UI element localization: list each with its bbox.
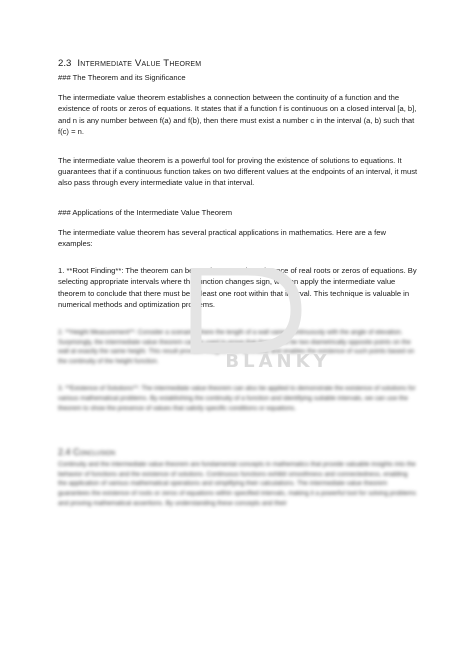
- paragraph-conclusion: Continuity and the intermediate value theorem are fundamental concepts in mathematics that provide valuable insights into the behavior of functions and the existence of solutions. Continuous functions exhibit smoothness and connectedness, enabling the application of various mathematical operations and simplifying their calculations. The intermediate value theorem guarantees the existence of roots or zeros of equations within specified intervals, making it a powerful tool for solving problems and proving mathematical assertions. By understanding these concepts and their: [58, 461, 417, 507]
- section-number: 2.3: [58, 58, 72, 69]
- paragraph-applications-intro: The intermediate value theorem has several practical applications in mathematics. Here are a few examples:: [58, 227, 386, 249]
- watermark-d-shape: [196, 270, 296, 348]
- paragraph-definition: The intermediate value theorem establishes a connection between the continuity of a function and the existence of roots or zeros of equations. It states that if a function f is continuous on a closed interval [a, b], and n is any number between f(a) and f(b), then there must exist a number c in the interval (a, b) such that f(c) = n.: [58, 93, 417, 136]
- conclusion-heading: 2.4 Conclusion: [58, 447, 116, 458]
- list-item-root-finding: 1. **Root Finding**: The theorem can be used to prove the existence of real roots or zeros of equations. By selecting appropriate intervals where the function changes sign, we can apply the intermediate value theorem to conclude that there must be at least one root within that interval. This technique is valuable in numerical methods and optimization problems.: [58, 266, 417, 309]
- list-item-existence-of-solutions: 3. **Existence of Solutions**: The intermediate value theorem can also be applied to demonstrate the existence of solutions for various mathematical problems. By establishing the continuity of a function and identifying suitable intervals, we can use the theorem to show the presence of values that satisfy specific conditions or equations.: [58, 385, 416, 412]
- watermark-logo: [178, 268, 378, 373]
- list-item-height-measurement: 2. **Height Measurement**: Consider a scenario where the length of a wall varies continuously with the angle of elevation. Surprisingly, the intermediate value theorem can be used to prove that there must be two diametrically opposite points on the wall at exactly the same height. This result provides insights into symmetry and enables the existence of such points based on the continuity of the height function.: [58, 329, 415, 365]
- section-title: Intermediate Value Theorem: [77, 58, 202, 69]
- section-heading: [58, 58, 418, 69]
- paragraph-significance: The intermediate value theorem is a powerful tool for proving the existence of solutions to equations. It guarantees that if a continuous function takes on two different values at the endpoints of an interval, it must also pass through every intermediate value in that interval.: [58, 156, 418, 188]
- subheading-applications: ### Applications of the Intermediate Value Theorem: [58, 207, 233, 217]
- watermark-text: BLANKY: [225, 351, 331, 372]
- subheading-theorem: ### The Theorem and its Significance: [58, 73, 186, 82]
